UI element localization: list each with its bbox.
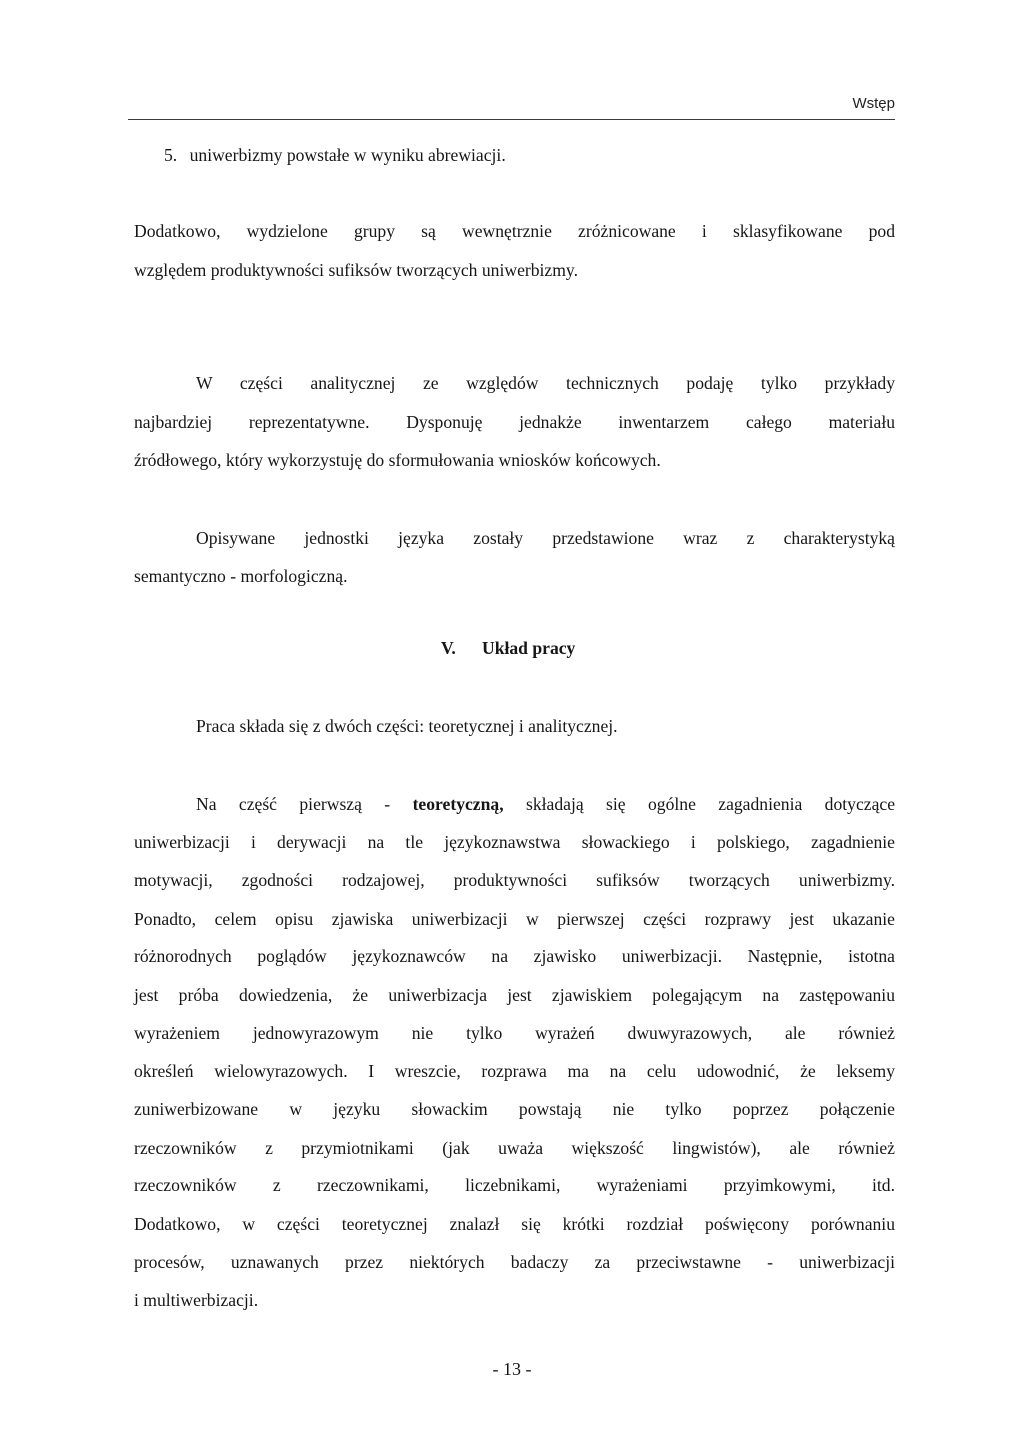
paragraph-line: W części analitycznej ze względów technicznych podaję tylko przykłady bbox=[196, 373, 895, 393]
page-number: - 13 - bbox=[492, 1359, 532, 1379]
text-run: Na część pierwszą - bbox=[196, 794, 391, 814]
paragraph-line: najbardziej reprezentatywne. Dysponuję jednakże inwentarzem całego materiału bbox=[134, 412, 895, 432]
bold-term: teoretyczną, bbox=[412, 794, 504, 814]
paragraph-first-line bbox=[196, 796, 895, 814]
header-rule bbox=[128, 119, 895, 120]
list-number: 5. bbox=[164, 145, 178, 165]
running-head: Wstęp bbox=[852, 95, 895, 112]
list-item-5 bbox=[164, 147, 506, 165]
list-text: uniwerbizmy powstałe w wyniku abrewiacji. bbox=[189, 145, 506, 165]
paragraph-line: Praca składa się z dwóch części: teoretycznej i analitycznej. bbox=[196, 716, 618, 736]
paragraph-line: określeń wielowyrazowych. I wreszcie, rozprawa ma na celu udowodnić, że leksemy bbox=[134, 1061, 895, 1081]
paragraph-line: Opisywane jednostki języka zostały przedstawione wraz z charakterystyką bbox=[196, 528, 895, 548]
paragraph-line: rzeczowników z rzeczownikami, liczebnikami, wyrażeniami przyimkowymi, itd. bbox=[134, 1175, 895, 1195]
section-number: V. bbox=[441, 638, 456, 658]
text-run: składają się ogólne zagadnienia dotyczące bbox=[526, 794, 895, 814]
paragraph-line: i multiwerbizacji. bbox=[134, 1290, 259, 1310]
paragraph-line: Dodatkowo, wydzielone grupy są wewnętrznie zróżnicowane i sklasyfikowane pod bbox=[134, 221, 895, 241]
paragraph-line: procesów, uznawanych przez niektórych badaczy za przeciwstawne - uniwerbizacji bbox=[134, 1252, 895, 1272]
paragraph-line: jest próba dowiedzenia, że uniwerbizacja jest zjawiskiem polegającym na zastępowaniu bbox=[134, 985, 895, 1005]
paragraph-line: różnorodnych poglądów językoznawców na zjawisko uniwerbizacji. Następnie, istotna bbox=[134, 946, 895, 966]
paragraph-line: Dodatkowo, w części teoretycznej znalazł się krótki rozdział poświęcony porównaniu bbox=[134, 1214, 895, 1234]
paragraph-line: uniwerbizacji i derywacji na tle językoznawstwa słowackiego i polskiego, zagadnienie bbox=[134, 832, 895, 852]
paragraph-line: źródłowego, który wykorzystuję do sformułowania wniosków końcowych. bbox=[134, 450, 661, 470]
paragraph-line: zuniwerbizowane w języku słowackim powstają nie tylko poprzez połączenie bbox=[134, 1099, 895, 1119]
paragraph-line: względem produktywności sufiksów tworzących uniwerbizmy. bbox=[134, 260, 578, 280]
section-title: Układ pracy bbox=[482, 638, 576, 658]
paragraph-line: Ponadto, celem opisu zjawiska uniwerbizacji w pierwszej części rozprawy jest ukazanie bbox=[134, 909, 895, 929]
paragraph-line: motywacji, zgodności rodzajowej, produktywności sufiksów tworzących uniwerbizmy. bbox=[134, 870, 895, 890]
paragraph-line: rzeczowników z przymiotnikami (jak uważa większość lingwistów), ale również bbox=[134, 1138, 895, 1158]
paragraph-line: semantyczno - morfologiczną. bbox=[134, 566, 348, 586]
paragraph-line: wyrażeniem jednowyrazowym nie tylko wyrażeń dwuwyrazowych, ale również bbox=[134, 1023, 895, 1043]
